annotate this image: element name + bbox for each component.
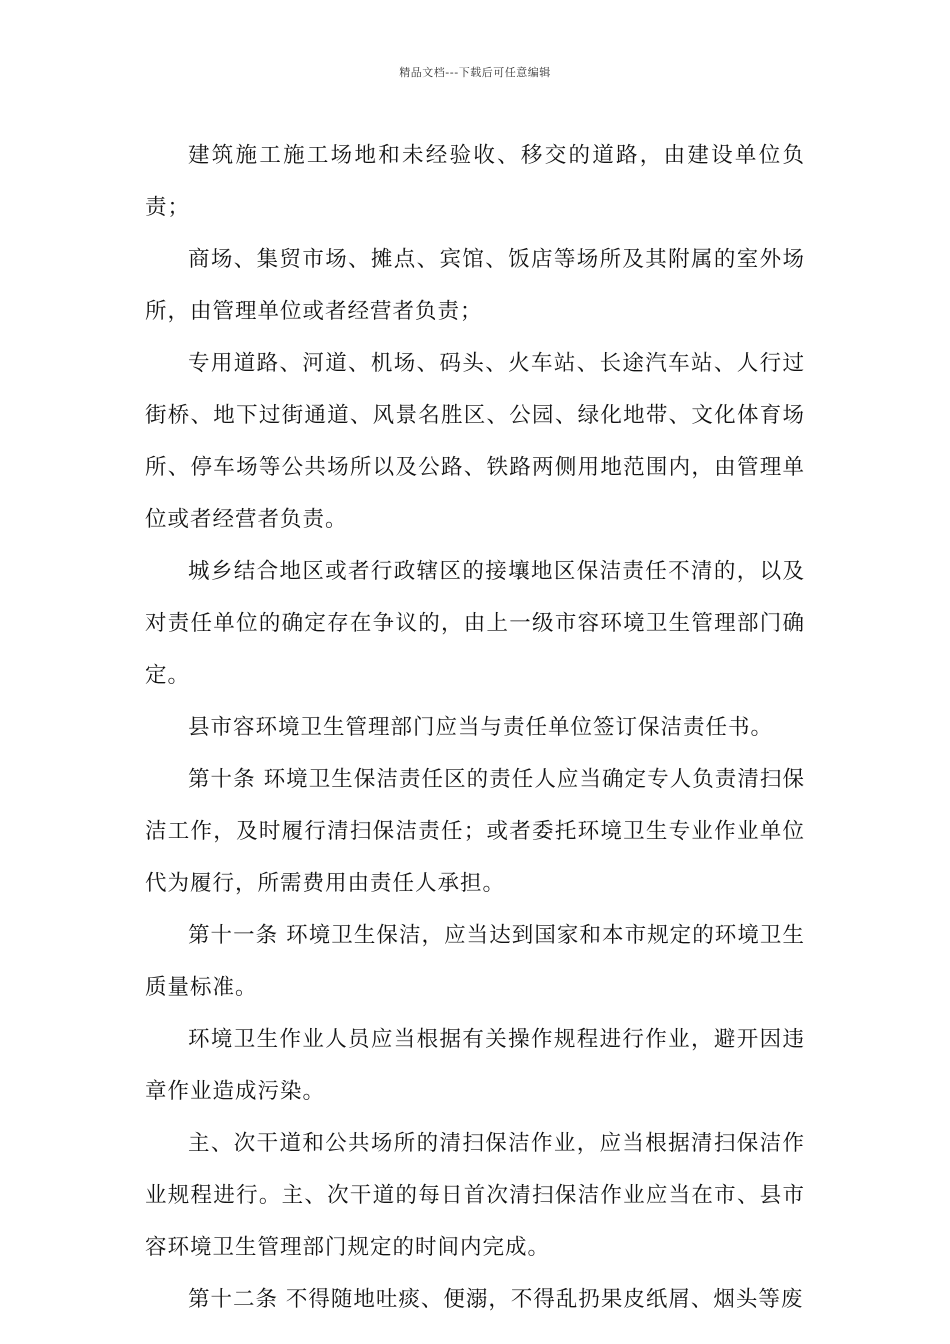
paragraph: 第十条 环境卫生保洁责任区的责任人应当确定专人负责清扫保洁工作，及时履行清扫保洁责任；或者委托环境卫生专业作业单位代为履行，所需费用由责任人承担。: [145, 767, 805, 896]
paragraph: 第十一条 环境卫生保洁，应当达到国家和本市规定的环境卫生质量标准。: [145, 923, 805, 1000]
paragraph: 城乡结合地区或者行政辖区的接壤地区保洁责任不清的，以及对责任单位的确定存在争议的，由上一级市容环境卫生管理部门确定。: [145, 559, 805, 688]
paragraph: 建筑施工施工场地和未经验收、移交的道路，由建设单位负责；: [145, 143, 805, 220]
paragraph: 环境卫生作业人员应当根据有关操作规程进行作业，避开因违章作业造成污染。: [145, 1027, 805, 1104]
page-header: 精品文档---下载后可任意编辑: [399, 66, 551, 79]
paragraph: 县市容环境卫生管理部门应当与责任单位签订保洁责任书。: [188, 715, 774, 740]
paragraph: 专用道路、河道、机场、码头、火车站、长途汽车站、人行过街桥、地下过街通道、风景名胜区、公园、绿化地带、文化体育场所、停车场等公共场所以及公路、铁路两侧用地范围内，由管理单位或者经营者负责。: [145, 351, 805, 532]
document-body: [145, 130, 805, 1326]
paragraph: 主、次干道和公共场所的清扫保洁作业，应当根据清扫保洁作业规程进行。主、次干道的每日首次清扫保洁作业应当在市、县市容环境卫生管理部门规定的时间内完成。: [145, 1131, 805, 1260]
paragraph: 商场、集贸市场、摊点、宾馆、饭店等场所及其附属的室外场所，由管理单位或者经营者负责；: [145, 247, 805, 324]
paragraph: 第十二条 不得随地吐痰、便溺，不得乱扔果皮纸屑、烟头等废: [188, 1287, 804, 1312]
